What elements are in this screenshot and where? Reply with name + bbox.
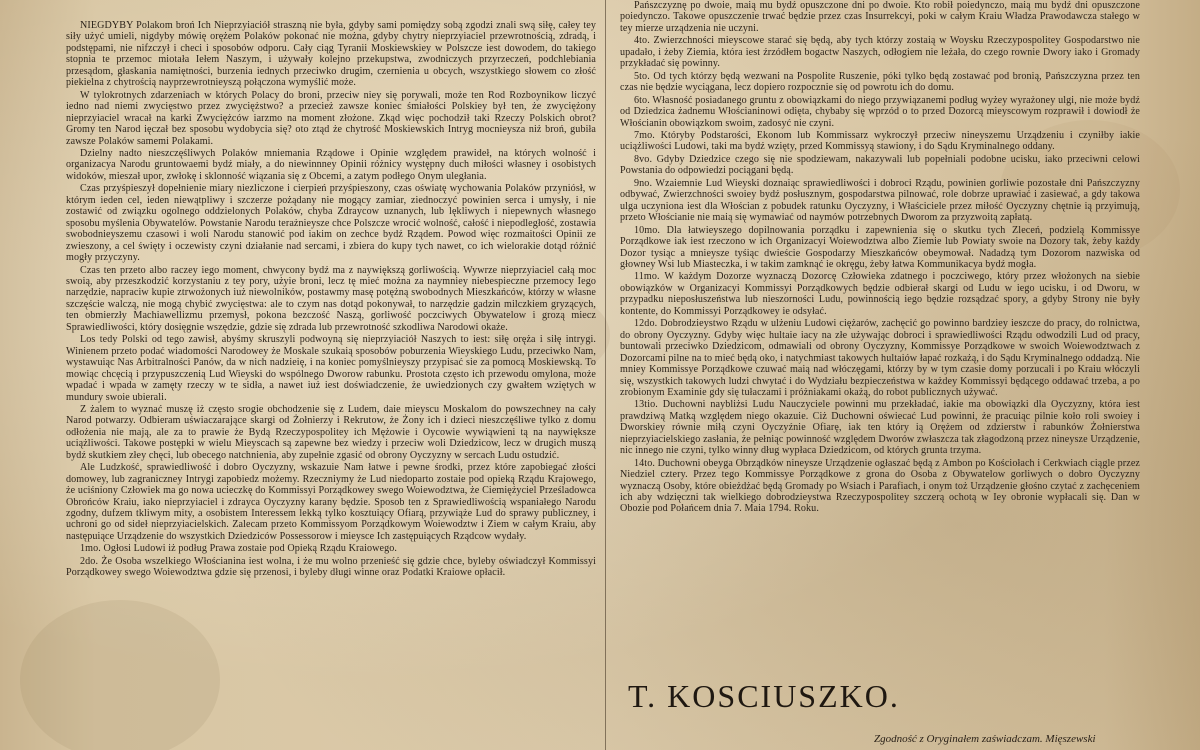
column-divider	[605, 0, 606, 750]
paragraph: Czas ten przeto albo raczey iego moment, chwycony bydź ma z naywiększą gorliwością. Wywrze nieprzyiaciel całą moc swoią, aby przeszkodzić korzystaniu z tey pory, użyie broni, lecz tę mieć można za naymniey niebespieczne przemocy Iego narzędzie, napraciw kupie ztrwożonych iuż niewolników, postawmy masę potężną swobodnych Mieszkańców, którzy w własne szczęście walczą, nie mogą chybić zwycięstwa: ale to czym nas dotąd pokonywał, to narzędzie gadzin milczkiem gryzących, ten obmierzły Machiawellizmu przemysł, pokona bezczość Naszą, gorliwość poczciwych Obywatelow i grozą miecz Sprawiedliwości, który dosięgnie wszędzie, gdzie się zdrada lub przewrotność szkodliwa Narodowi okaże.	[66, 264, 596, 333]
signature: T. KOSCIUSZKO.	[628, 678, 900, 714]
paragraph: W tylokrotnych zdarzeniach w których Polacy do broni, przeciw niey się porywali, może ten Rod Rozboynikow liczyć iedno nad niemi zwycięstwo przez zwyciężstwo? a przecież zawsze koniec śmiałości Polskiey był ten, że zwyciężony nieprzyiaciel wracał na karki Zwyciężców iarzmo na moment złożone. Zkąd więc pochodził taki Rzeczy Polskich obrot? Gromy ten Narod ięczał bez sposobu wydobycia się? oto ztąd że chytrość Moskiewskich Intryg mocnieysza niż broń, gubiła zawsze Polaków samemi Polakami.	[66, 89, 596, 147]
paragraph: 1mo. Ogłosi Ludowi iż podług Prawa zostaie pod Opieką Rządu Kraiowego.	[80, 543, 398, 555]
certification-note: Zgodność z Oryginałem zaświadczam. Mięszewski	[874, 733, 1096, 745]
paragraph: 6to. Własność posiadanego gruntu z obowiązkami do niego przywiązanemi podług wyżey wyrażoney ulgi, nie może bydź od Dziedzica żadnemu Włościaninowi odięta, chybaby się wprzód o to przed Dozorcą mieyscowym rozprawił i dowiodł że Włościanin obowiązkom swoim, zadosyć nie czyni.	[620, 94, 1140, 129]
paragraph: 11mo. W każdym Dozorze wyznaczą Dozorcę Człowieka zdatnego i poczciwego, który przez włożonych na siebie obowiązków w Organizacyi Kommissyi Porządkowych będzie odbierał skargi od Ludu w iego ucisku, i od Dworu, w przypadku nieposłuszeństwa lub nieszorności Ludu, powinnością iego będzie rozsądzać spory, a gdyby Strony nie były kontente, do Kommissyi Porządkowey ie odsyłać.	[620, 271, 1140, 317]
paragraph: 2do. Że Osoba wszelkiego Włościanina iest wolna, i że mu wolno przenieść się gdzie chce, byleby oświadczył Kommissyi Porządkowey swego Woiewodztwa gdzie się przenosi, i byleby długi winne oraz Podatki Kraiowe opłacił.	[66, 555, 596, 579]
paragraph: 10mo. Dla łatwieyszego dopilnowania porządku i zapewnienia się o skutku tych Zleceń, podzielą Kommissye Porządkowe iak iest rzeczono w ich Organizacyi Woiewodztwa albo Ziemie lub Powiaty swoie na Dozory tak, żeby każdy Dozor tysiąc a mnieysze tyśiąc dwieście Gospodarzy Mieszkańców obeymował. Nadadzą tym Dozorom nazwiska od głowney Wsi lub Miasteczka, i w takim zamknąć ie okręgu, żeby łatwa Kommunikacya bydź mogła.	[620, 224, 1140, 270]
paragraph: 8vo. Gdyby Dziedzice czego się nie spodziewam, nakazywali lub popełniali podobne ucisku, iako przeciwni celowi Powstania do odpowiedzi pociągani będą.	[620, 153, 1140, 177]
paragraph: 14to. Duchowni obeyga Obrządków nineysze Urządzenie ogłaszać będą z Ambon po Kościołach i Cerkwiach ciągle przez Niedziel cztery. Przez tego Kommissye Porządkowe z grona do Osoba z Obywatelow gorliwych o dobro Oyczyzny wyznaczą Osoby, które obieżdżać będą Gromady po Wsiach i Parafiach, i onym toż Urządzenie głośno czytać z zachęceniem ich aby wdzięczni tak wielkiego dobrodzieystwa Rzeczypospolitey szczerą ochotą w Iey obronie wypłacali się. Dan w Obozie pod Połańcem dnia 7. Maia 1794. Roku.	[620, 457, 1140, 515]
paragraph: 5to. Od tych którzy będą wezwani na Pospolite Ruszenie, póki tylko będą zostawać pod bronią, Pańszczyzna przez ten czas nie będzie wyciągana, lecz dopiero rozpocznie się od powrotu ich do domu.	[620, 70, 1140, 94]
paragraph: 9no. Wzaiemnie Lud Wieyski doznaiąc sprawiedliwości i dobroci Rządu, powinien gorliwie pozostałe dni Pańszczyzny odbywać, Zwierzchności swoiey bydź posłusznym, gospodarstwa pilnować, role dobrze uprawiać i zasiewać, a gdy takowa ulga uczyniona iest dla Włościan z pobudek ratunku Oyczyzny, i Właściciele przez miłość Oyczyzny chętnie ią przyimują, przeto Włościanie nie maią się wymawiać od naymów potrzebnych Dworom za przyzwoitą zapłatą.	[620, 177, 1140, 224]
paragraph: 4to. Zwierzchności mieyscowe starać się będą, aby tych którzy zostaią w Woysku Rzeczypospolitey Gospodarstwo nie upadało, i żeby Ziemia, która iest źrzódłem bogactw Naszych, odłogiem nie leżała, do czego rownie Dwory iako i Gromady przykładać się powinny.	[620, 35, 1140, 70]
paragraph: Z żalem to wyznać muszę iż często srogie obchodzenie się z Ludem, daie mieyscu Moskalom do powszechney na cały Narod potwarzy. Odbieram uświaczarające skargi od Żołnierzy i Rekrutow, że Żony ich i dzieci nieszczęśliwe tylko z domu odłożenia nie mają, ale za to prawie że Bydą Rzeczypospolitey ich Mężowie i Oycowie wywiąwieni tą na naywiększe uciążliwości. Takowe postępki w wielu Mieyscach są zapewne bez wiedzy i przeciw woli Dziedzicow, lecz w drugich muszą bydź skutkiem złey chęci, lub obecego natchnienia, aby zupełnie zgasić od obrony Oyczyzny w sercach Ludu ostudzić.	[66, 403, 596, 461]
paragraph: 7mo. Któryby Podstarości, Ekonom lub Kommissarz wykroczył przeciw nineyszemu Urządzeniu i czyniłby iakie uciążliwości Ludowi, taki ma bydź wzięty, przed Kommissyą stawiony, i do Sądu Kryminalnego oddany.	[620, 129, 1140, 153]
left-column	[66, 0, 596, 750]
paragraph: Los tedy Polski od tego zawisł, abyśmy skruszyli podwoyną się nieprzyiaciół Naszych to iest: siłę oręża i siłę intrygi. Winienem przeto podać wiadomości Narodowey że Moskale szukaią sposobów poburzenia Wieyskiego Ludu, przeciwko Nam, wystawuiąc Nas Arbitralności Panów, da w nich nadzieię, i na koniec pomyślnieyszy przypisać sie za pomocą Moskiewską. To mowiąc chcęcią i przypuszczenią Lud Wieyski do wspólnego Dworow rabunku. Prostota często ich przewodu omylona, może wpadać i wpada w zamęty rzeczy w te sidła, a nawet iuż iest doświadczenie, że uwiedzionych czy gwałtem wziętych w mundury swoie ubierali.	[66, 334, 596, 403]
paragraph: Ale Ludzkość, sprawiedliwość i dobro Oyczyzny, wskazuie Nam łatwe i pewne środki, przez które zapobiegać złości domowey, lub zagraniczney Intrygi zapobiedz możemy. Rzeczniymy że Lud niedoparto zostaie pod opieką Rządu Krajowego, że uciśniony Człowiek ma go nowa ucieczkę do Kommissyi Porządkowey swego Woiewodztwa, że Ciemiężyciel Prześladowca Obrońców Kraiu, iako nieprzyiaciel i zdraycа Oyczyzny karany będzie. Sposob ten z Sprawiedliwością wspaniałego Narodu zgodny, dufzem tkliwym mity, a osobistem Interessem lekką tylko kosztuiący Ofiarą, przywiąże Lud do sprawy publiczney, i uchroni go od sideł nieprzyiacielskich. Zalecam przeto Kommissyom Porządkowym Woiewodztw i Ziem w całym Kraiu, aby następuiące Urządzenie do wszystkich Dziedziców Possessorow i mieysce Ich zastępuiących Rządcow wydały.	[66, 462, 596, 542]
paragraph: Czas przyśpieszył dopełnienie miary niezliczone i cierpień przyśpieszony, czas oświatę wychowania Polaków przyniósł, w którym ieden cel, ieden niewątpliwy i szczerze pożądany nie mogący zamiar, ziednoczyć powinien serca i umysły, i nie zostawić od związku ogolnego oddzielonych Polaków, chyba Zdraycow uznanych, lub lękliwych i niepewnych własnego sposobu myślenia Obywatelów. Powstanie Narodu terażnieysze chce Polszcze wrocić wolność, całość i niepodległość, zostawia swobodnieyszemu czasowi i woli Narodu stanowić pod iakim on zechce bydź Rządem. Powod więc rozmaitości Opinii ze zwieszony, a cel święty i oczewisty czyni działanie nad sercami, i zbiera do kupy tych nawet, co ich wielorakie dotąd różnić mogły przyczyny.	[66, 183, 596, 264]
paragraph: 13tio. Duchowni naybliżsi Ludu Nauczyciele powinni mu przekładać, iakie ma obowiązki dla Oyczyzny, która iest prawdziwą Matką względem niego okazuie. Ciż Duchowni oświecać Lud powinni, że pracuiąc pilnie koło roli swoiey i Dworskiey równie miłą czyni Oyczyźnie Ofiarę, iak ten który ią Orężem od zdzierstw i rabunków Żołnierstwa nieprzyiacielskiego zasłania, że pełniąc powinność względem Dworów zwłaszcza tak złagodzoną przez nineysze Urządzenie, nic innego nie czyni, tylko winny dług wypłaca Dziedzicom, od których grunta trzyma.	[620, 399, 1140, 457]
right-column	[620, 0, 1140, 750]
paragraph: Dzielny nadto nieszczęśliwych Polaków mniemania Rządowe i Opinie względem prawideł, na których wolność i organizacya Narodu gruntowaemi bydź miały, a do niewinnney Opinii różnicy występny duch miłości własney i osobistych widoków, mieszał upor, zwłokę i sklonność wiązania się z Obcemi, a zatym podłego Onym uległania.	[66, 147, 596, 182]
paragraph: 12do. Dobrodzieystwo Rządu w ulżeniu Ludowi ciężarów, zachęcić go powinno bardziey ieszcze do pracy, do rolnictwa, do obrony Oyczyzny. Gdyby więc hultaie iacy na złe używając dobroci i sprawiedliwości Rządu odwodzili Lud od pracy, buntowali przeciwko Dziedzicom, odmawiali od obrony Oyczyzny, Kommissye Porządkowe w swoich Woiewodztwach z Dozorcami pilne na to mieć będą oko, i natychmiast takowych hultaiów łapać rozkażą, i do Sądu Kryminalnego oddadzą. Nie mniey Kommissye Porządkowe czuwać maią nad włóczęgami, którzy by w tym czasie domy porzucali i po Kraiu włóczyli się, wszystkich takowych ludzi chwytać i do Wydziału bezpieczeństwa w każdey Kommissyi będącego oddawać trzeba, a po zrobionym Examinie gdy się tułaczami i próżniakami okażą, do robot publicznych używać.	[620, 318, 1140, 398]
paragraph: NIEGDYBY Polakom broń Ich Nieprzyiaciół straszną nie była, gdyby sami pomiędzy sobą zgodzi znali swą siłę, całey tey siły użyć umieli, nigdyby mówię orężem Polaków pokonać nie można, gdyby chytry nieprzyiaciel przewrotnością, zdradą, i podstępami, nie nifzczył i checi i sposobów odporu. Cały ciąg Tyranii Moskiewskiey w Polszcze iest dowodem, do takiego stopnia te przemoc miotała Iełem Naszym, i używały kolejno przekupstwa, zwodniczych przyrzeczeń, podchlebiania przesądom, głaskania namiętności, burzenia iednych przeciwko drugim, czernienia u obcych, wszystkiego słowem co złość piekielna z chytrością nayprzewrotnieyszą połączona wymyślić może.	[66, 20, 596, 89]
paragraph: Pańszczyznę po dwoie, maią mu bydź opuszczone dni po dwoie. Kto robił poiedynczo, maią mu bydź dni opuszczone poiedynczo. Takowe opuszczenie trwać będzie przez czas Insurrekcyi, poki w całym Kraiu Władza Prawodawcza stałego w tey mierze urządzenia nie uczyni.	[620, 0, 1140, 34]
